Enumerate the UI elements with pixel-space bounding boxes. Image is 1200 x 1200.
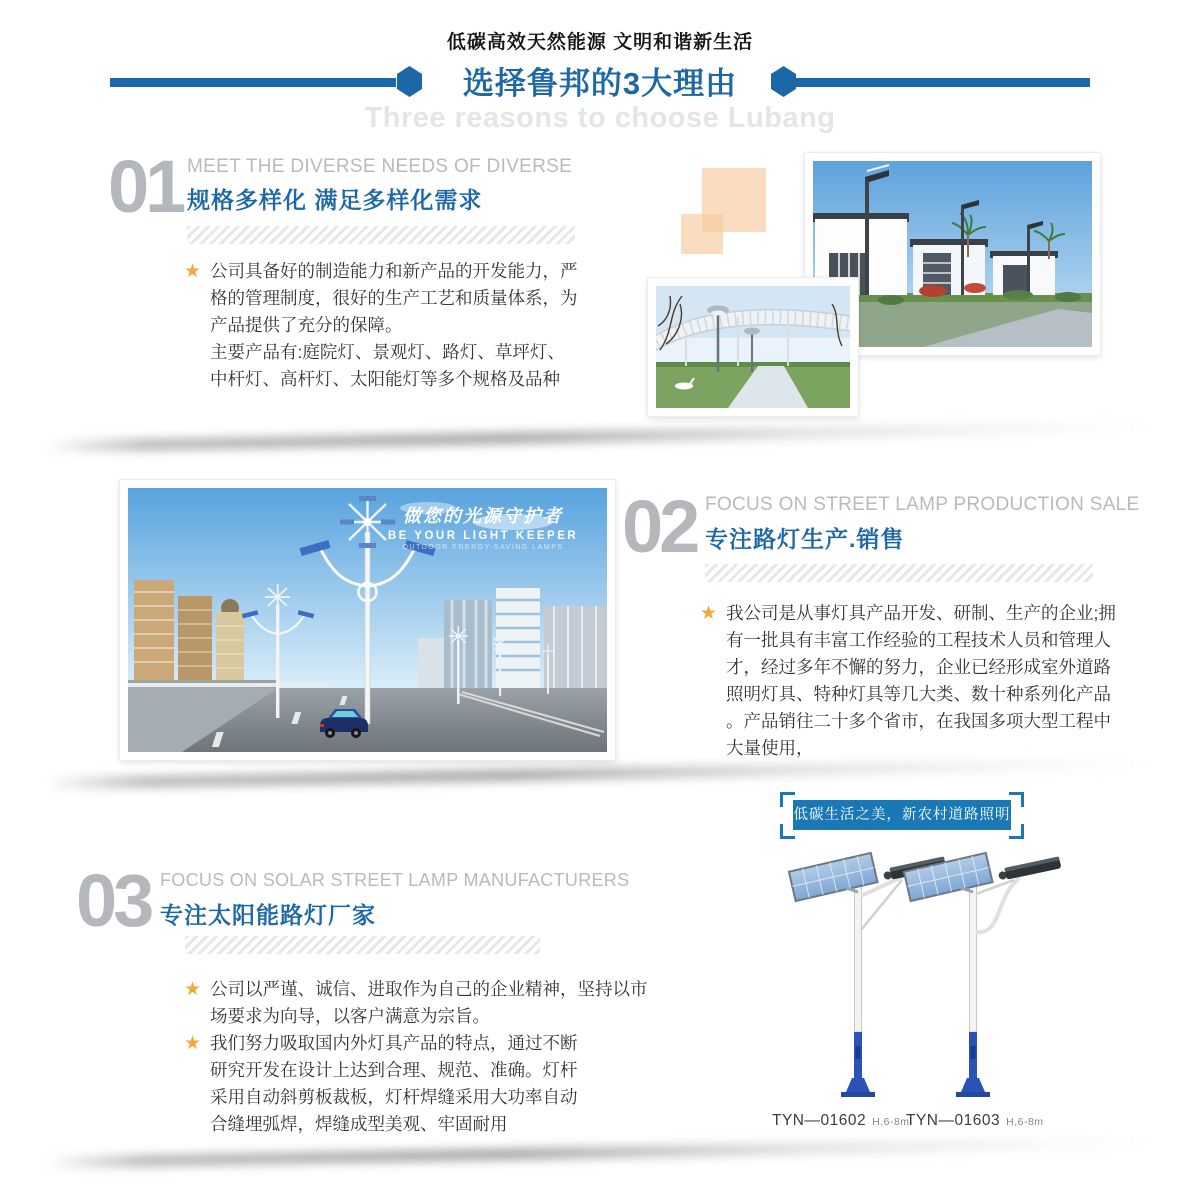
section1-title-cn: 规格多样化 满足多样化需求: [187, 187, 483, 213]
section3-paragraph: 公司以严谨、诚信、进取作为自己的企业精神，坚持以市场要求为向导，以客户满意为宗旨。: [210, 979, 648, 1026]
bullet-item: [184, 258, 580, 339]
title-bar-right: [795, 78, 1090, 87]
star-icon: ★: [700, 603, 718, 624]
photo-slogan-en: BE YOUR LIGHT KEEPER: [387, 530, 579, 542]
bracket-icon: [1009, 792, 1024, 807]
section3-text-block: [184, 1030, 580, 1138]
star-icon: ★: [184, 979, 202, 1000]
page-subtitle-en: Three reasons to choose Lubang: [364, 102, 836, 134]
hatched-divider: [705, 564, 1093, 582]
solar-lamps-figure: [758, 836, 1078, 1113]
section1-number: 01: [108, 145, 183, 228]
solar-banner: 低碳生活之美，新农村道路照明: [793, 800, 1011, 830]
section1-paragraph: 主要产品有:庭院灯、景观灯、路灯、草坪灯、中杆灯、高杆灯、太阳能灯等多个规格及品种: [210, 342, 565, 389]
section-shadow: [45, 758, 1155, 789]
section2-title-en: FOCUS ON STREET LAMP PRODUCTION SALE: [705, 494, 1140, 515]
lamp-height: H,6-8m: [1006, 1116, 1044, 1128]
solar-banner-frame: [780, 792, 1024, 839]
section3-paragraph: 我们努力吸取国内外灯具产品的特点，通过不断研究开发在设计上达到合理、规范、准确。灯杆采用自动斜剪板裁板，灯杆焊缝采用大功率自动合缝埋弧焊，焊缝成型美观、牢固耐用: [210, 1033, 578, 1134]
bridge-illustration: [656, 286, 850, 408]
section2-text-block: [700, 600, 1124, 762]
bullet-item: [700, 600, 1124, 762]
solar-lamp-2: [904, 853, 1062, 1097]
city-street-lamp-photo: [120, 480, 615, 760]
photo-caption-block: [363, 502, 603, 551]
section3-title-cn: 专注太阳能路灯厂家: [160, 902, 376, 928]
section1-paragraph: 公司具备好的制造能力和新产品的开发能力，严格的管理制度，很好的生产工艺和质量体系，为产品提供了充分的保障。: [210, 261, 578, 335]
photo-slogan-small: OUTDOOR ENERGY-SAVING LAMPS: [402, 544, 564, 551]
page-title: 选择鲁邦的3大理由: [462, 66, 738, 101]
section1-text-block: [184, 258, 580, 393]
hatched-divider: [187, 226, 575, 244]
lamp-model: TYN—01603: [906, 1112, 1001, 1129]
section2-number: 02: [622, 485, 697, 568]
section-shadow: [45, 1137, 1155, 1168]
section3-text-block: [184, 976, 662, 1030]
star-icon: ★: [184, 1033, 202, 1054]
lamp-model-label: [906, 1112, 1044, 1130]
top-slogan: 低碳高效天然能源 文明和谐新生活: [446, 32, 754, 53]
park-bridge-lamp-photo: [648, 278, 858, 416]
bullet-item: [184, 976, 662, 1030]
section2-paragraph: 我公司是从事灯具产品开发、研制、生产的企业;拥有一批具有丰富工作经验的工程技术人员和管理人才，经过多年不懈的努力，企业已经形成室外道路照明灯具、特种灯具等几大类、数十种系列化产品。产品销往二十多个省市，在我国多项大型工程中大量使用，: [726, 603, 1116, 758]
section-shadow: [45, 421, 1155, 452]
lamp-height: H,6-8m: [872, 1116, 910, 1128]
decor-square: [681, 214, 723, 254]
hatched-divider: [185, 936, 540, 954]
lamp-model: TYN—01602: [772, 1112, 867, 1129]
bullet-item: [184, 1030, 580, 1138]
photo-calligraphy-text: 做您的光源守护者: [403, 506, 563, 526]
solar-lamps-illustration: [758, 836, 1078, 1108]
lamp-model-label: [772, 1112, 910, 1130]
section3-title-en: FOCUS ON SOLAR STREET LAMP MANUFACTURERS: [160, 870, 630, 890]
section1-title-en: MEET THE DIVERSE NEEDS OF DIVERSE: [187, 156, 573, 177]
section3-number: 03: [76, 859, 151, 942]
section2-title-cn: 专注路灯生产.销售: [705, 526, 905, 552]
star-icon: ★: [184, 261, 202, 282]
